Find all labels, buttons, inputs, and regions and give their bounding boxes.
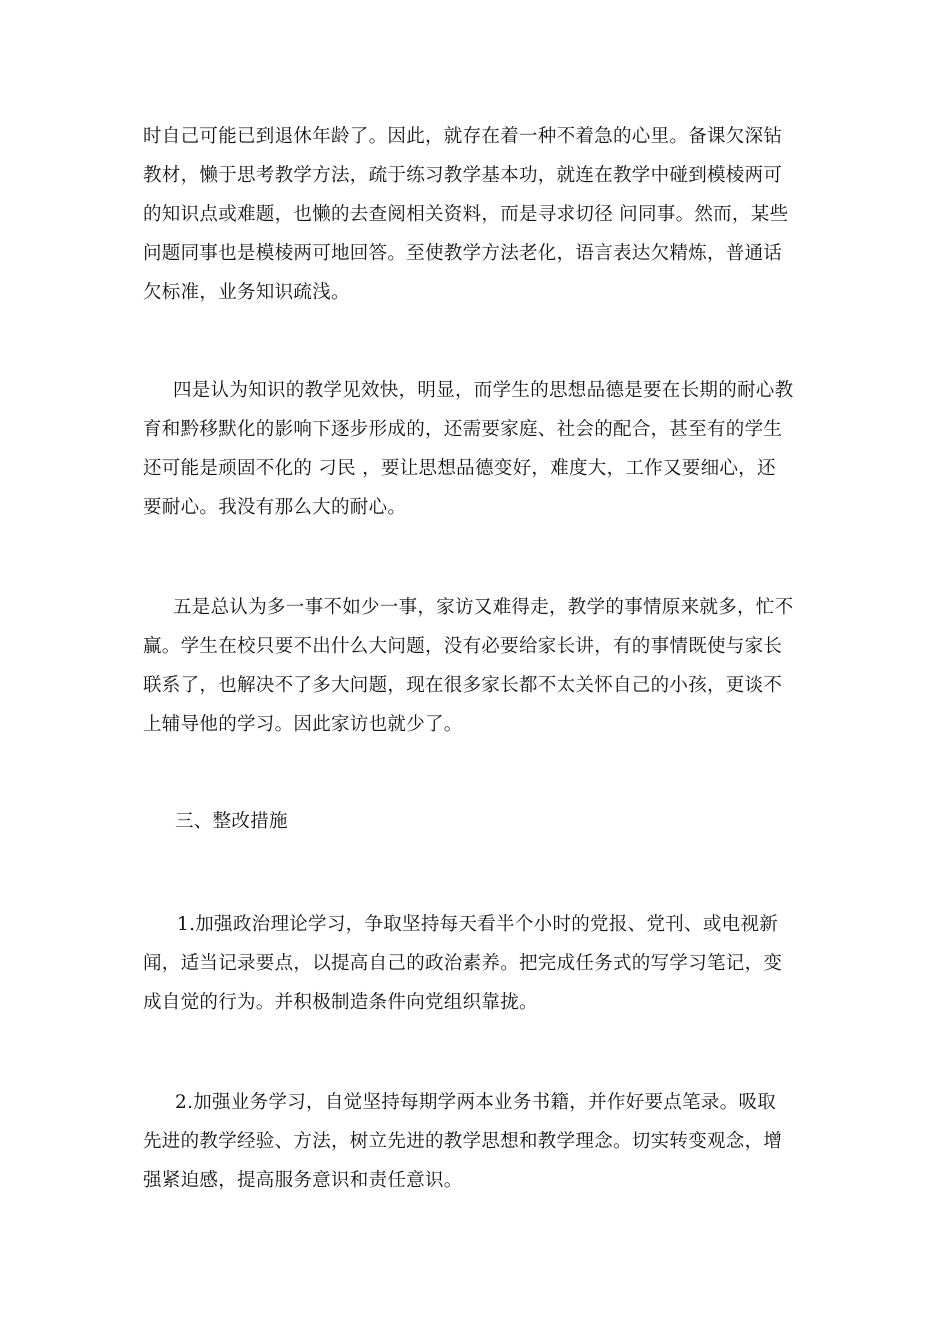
paragraph-line: 四是认为知识的教学见效快，明显，而学生的思想品德是要在长期的耐心教 [173, 380, 794, 401]
paragraph-line: 要耐心。我没有那么大的耐心。 [143, 497, 407, 518]
paragraph-point-four [143, 371, 811, 527]
paragraph-line: 上辅导他的学习。因此家访也就少了。 [143, 714, 463, 735]
paragraph-line: 时自己可能已到退休年龄了。因此，就存在着一种不着急的心里。备课欠深钻 [143, 126, 783, 147]
paragraph-line: 还可能是顽固不化的 刁民 ，要让思想品德变好，难度大，工作又要细心，还 [143, 458, 776, 479]
paragraph-line: 强紧迫感，提高服务意识和责任意识。 [143, 1170, 463, 1191]
paragraph-line: 欠标准，业务知识疏浅。 [143, 282, 350, 303]
paragraph-line: 五是总认为多一事不如少一事，家访又难得走，教学的事情原来就多，忙不 [173, 597, 794, 618]
paragraph-line: 闻，适当记录要点，以提高自己的政治素养。把完成任务式的写学习笔记，变 [143, 953, 783, 974]
section-heading-text: 三、整改措施 [175, 811, 288, 832]
paragraph-line: 问题同事也是模棱两可地回答。至使教学方法老化，语言表达欠精炼，普通话 [143, 243, 783, 264]
paragraph-point-five [143, 588, 811, 744]
paragraph-line: 先进的教学经验、方法，树立先进的教学思想和教学理念。切实转变观念，增 [143, 1131, 783, 1152]
paragraph-line: 联系了，也解决不了多大问题，现在很多家长都不太关怀自己的小孩，更谈不 [143, 675, 783, 696]
paragraph-line: 1.加强政治理论学习，争取坚持每天看半个小时的党报、党刊、或电视新 [177, 914, 779, 935]
paragraph-line: 育和黔移默化的影响下逐步形成的，还需要家庭、社会的配合，甚至有的学生 [143, 419, 783, 440]
paragraph-line: 成自觉的行为。并积极制造条件向党组织靠拢。 [143, 992, 538, 1013]
paragraph-continuation [143, 117, 811, 312]
paragraph-line: 2.加强业务学习，自觉坚持每期学两本业务书籍，并作好要点笔录。吸取 [175, 1092, 777, 1113]
paragraph-line: 教材，懒于思考教学方法，疏于练习教学基本功，就连在教学中碰到模棱两可 [143, 165, 783, 186]
paragraph-measure-two [143, 1083, 811, 1200]
paragraph-line: 赢。学生在校只要不出什么大问题，没有必要给家长讲，有的事情既使与家长 [143, 636, 783, 657]
paragraph-line: 的知识点或难题，也懒的去查阅相关资料，而是寻求切径 问同事。然而，某些 [143, 204, 789, 225]
section-heading [175, 802, 843, 841]
paragraph-measure-one [143, 905, 811, 1022]
